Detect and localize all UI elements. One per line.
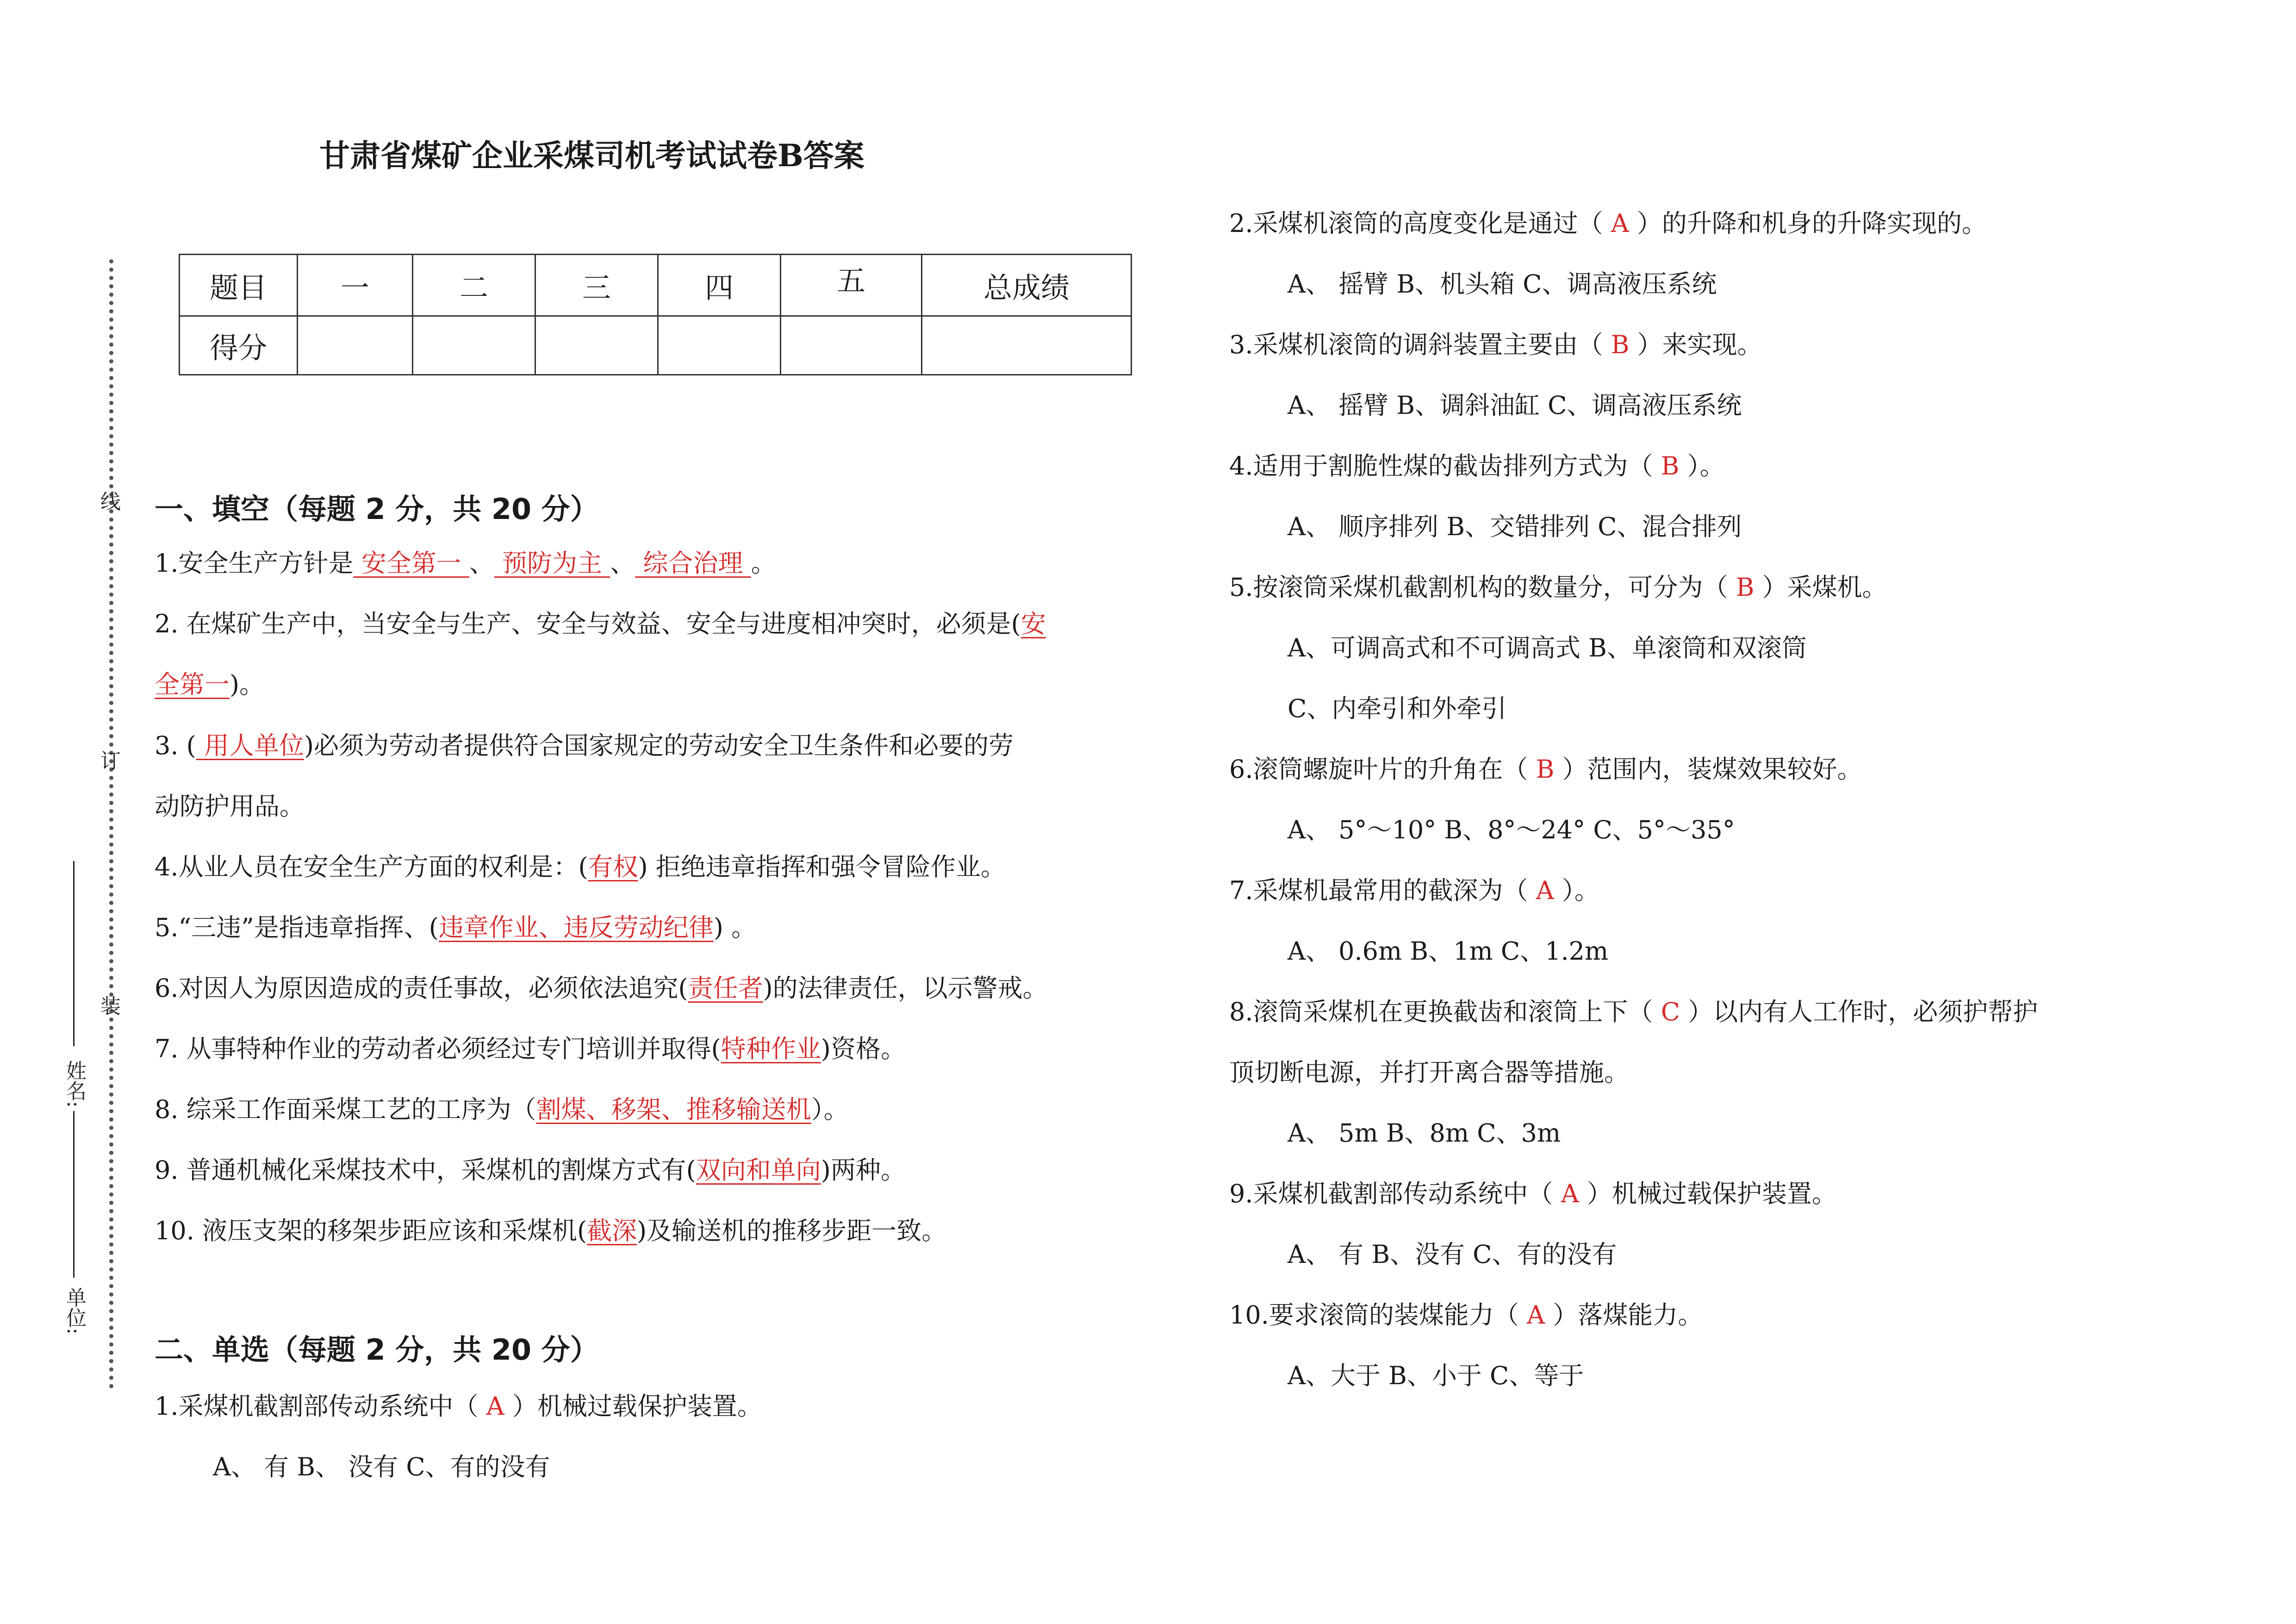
fill-question-3-cont: 动防护用品。: [155, 792, 305, 821]
question-text: )及输送机的推移步距一致。: [637, 1216, 947, 1245]
choice-options: A、可调高式和不可调高式 B、单滚筒和双滚筒: [1288, 633, 1807, 662]
score-header-cell: 总成绩: [922, 255, 1132, 316]
question-text: 、: [610, 549, 635, 578]
question-text: ）。: [1554, 876, 1599, 905]
choice-options: A、 有 B、 没有 C、有的没有: [213, 1452, 550, 1481]
question-text: )资格。: [821, 1034, 906, 1063]
answer-blank: 预防为主: [494, 549, 610, 578]
name-line: [73, 861, 75, 1046]
question-text: ）落煤能力。: [1545, 1300, 1703, 1330]
question-text: 。: [751, 549, 776, 578]
question-text: 9.采煤机截割部传动系统中（: [1229, 1179, 1561, 1208]
choice-options: A、 5m B、8m C、3m: [1288, 1118, 1561, 1148]
answer-letter: B: [1661, 451, 1680, 481]
question-text: 10. 液压支架的移架步距应该和采煤机(: [155, 1216, 587, 1245]
fill-question-2-cont: [155, 668, 264, 701]
question-text: 8. 综采工作面采煤工艺的工序为（: [155, 1095, 536, 1124]
fill-question-2: [155, 608, 1046, 640]
choice-question-3: [1229, 329, 1762, 361]
answer-blank: 违章作业、违反劳动纪律: [438, 913, 714, 942]
question-text: ）机械过载保护装置。: [504, 1392, 762, 1421]
question-text: 3. (: [155, 731, 196, 760]
fill-question-1: [155, 547, 776, 580]
question-text: 4.从业人员在安全生产方面的权利是：(: [155, 852, 588, 881]
question-text: ）来实现。: [1629, 330, 1762, 359]
page-title: 甘肃省煤矿企业采煤司机考试试卷B答案: [319, 137, 865, 174]
question-text: 7.采煤机最常用的截深为（: [1229, 876, 1536, 905]
question-text: 9. 普通机械化采煤技术中，采煤机的割煤方式有(: [155, 1156, 696, 1185]
choice-options: A、大于 B、小于 C、等于: [1288, 1361, 1584, 1390]
margin-label-zhuang: 装: [97, 995, 120, 1016]
question-text: 6.对因人为原因造成的责任事故，必须依法追究(: [155, 974, 688, 1003]
answer-blank: 安全第一: [353, 549, 469, 578]
choice-question-8: [1229, 996, 2038, 1028]
choice-options: C、内牵引和外牵引: [1288, 694, 1507, 723]
fill-question-6: [155, 972, 1048, 1005]
choice-options: A、 5°～10° B、8°～24° C、5°～35°: [1288, 815, 1735, 844]
unit-line: [73, 1111, 75, 1278]
answer-blank: 全第一: [155, 670, 230, 699]
binding-dotted-line: [109, 259, 113, 1389]
score-header-cell: 二: [413, 255, 535, 316]
margin-label-ding: 订: [97, 750, 120, 770]
question-text: )两种。: [821, 1156, 906, 1185]
fill-question-4: [155, 851, 1006, 883]
question-text: ) 。: [713, 913, 757, 942]
question-text: 5.“三违”是指违章指挥、(: [155, 913, 439, 942]
question-text: 3.采煤机滚筒的调斜装置主要由（: [1229, 330, 1611, 359]
score-header-cell: 一: [298, 255, 413, 316]
score-table: [179, 254, 1132, 375]
question-text: 10.要求滚筒的装煤能力（: [1229, 1300, 1527, 1330]
question-text: 2. 在煤矿生产中，当安全与生产、安全与效益、安全与进度相冲突时，必须是(: [155, 609, 1021, 638]
answer-blank: 有权: [588, 852, 638, 881]
fill-question-9: [155, 1154, 906, 1187]
choice-options: A、 摇臂 B、机头箱 C、调高液压系统: [1288, 269, 1717, 299]
score-table-header-row: [180, 255, 1132, 316]
question-text: ）采煤机。: [1754, 573, 1887, 602]
section-fill-heading: 一、填空（每题 2 分，共 20 分）: [155, 492, 599, 526]
answer-blank: 特种作业: [721, 1034, 821, 1063]
question-text: ）。: [811, 1095, 849, 1124]
question-text: ）范围内，装煤效果较好。: [1554, 755, 1862, 784]
score-header-cell: 四: [658, 255, 781, 316]
score-table-row: [180, 316, 1132, 375]
score-cell[interactable]: [781, 316, 922, 375]
answer-blank: 截深: [587, 1216, 637, 1245]
answer-letter: B: [1736, 573, 1755, 602]
answer-letter: B: [1611, 330, 1630, 359]
answer-letter: A: [1611, 209, 1629, 238]
answer-blank: 责任者: [688, 974, 763, 1003]
margin-label-xian: 线: [97, 491, 120, 511]
question-text: ）。: [1679, 451, 1725, 481]
question-text: ）机械过载保护装置。: [1579, 1179, 1837, 1208]
choice-question-2: [1229, 207, 1987, 240]
choice-options: A、 摇臂 B、调斜油缸 C、调高液压系统: [1288, 391, 1742, 420]
score-cell[interactable]: [298, 316, 413, 375]
choice-question-8-cont: 顶切断电源，并打开离合器等措施。: [1229, 1058, 1629, 1087]
choice-question-1: [155, 1390, 762, 1423]
choice-question-6: [1229, 753, 1862, 786]
score-row-label: 得分: [180, 316, 298, 375]
question-text: 1.安全生产方针是: [155, 549, 354, 578]
question-text: 4.适用于割脆性煤的截齿排列方式为（: [1229, 451, 1661, 481]
question-text: 、: [469, 549, 494, 578]
score-header-cell: 三: [535, 255, 658, 316]
choice-question-10: [1229, 1299, 1703, 1331]
answer-letter: C: [1661, 997, 1680, 1026]
question-text: 5.按滚筒采煤机截割机构的数量分，可分为（: [1229, 573, 1736, 602]
choice-options: A、 有 B、没有 C、有的没有: [1288, 1240, 1617, 1269]
answer-letter: A: [486, 1392, 504, 1421]
answer-blank: 综合治理: [635, 549, 751, 578]
answer-blank: 用人单位: [196, 731, 304, 760]
question-text: ）以内有人工作时，必须护帮护: [1680, 997, 2038, 1026]
question-text: 8.滚筒采煤机在更换截齿和滚筒上下（: [1229, 997, 1661, 1026]
score-cell[interactable]: [535, 316, 658, 375]
question-text: 6.滚筒螺旋叶片的升角在（: [1229, 755, 1536, 784]
question-text: ）的升降和机身的升降实现的。: [1629, 209, 1987, 238]
unit-label: 单位:: [62, 1287, 86, 1335]
score-cell[interactable]: [413, 316, 535, 375]
question-text: )。: [230, 670, 265, 699]
answer-blank: 割煤、移架、推移输送机: [536, 1095, 811, 1124]
question-text: 7. 从事特种作业的劳动者必须经过专门培训并取得(: [155, 1034, 721, 1063]
question-text: ) 拒绝违章指挥和强令冒险作业。: [638, 852, 1006, 881]
question-text: )的法律责任，以示警戒。: [763, 974, 1048, 1003]
choice-options: A、 顺序排列 B、交错排列 C、混合排列: [1288, 512, 1742, 541]
answer-blank: 双向和单向: [696, 1156, 821, 1185]
section-choice-heading: 二、单选（每题 2 分，共 20 分）: [155, 1333, 599, 1367]
score-cell[interactable]: [658, 316, 781, 375]
fill-question-10: [155, 1215, 946, 1247]
question-text: )必须为劳动者提供符合国家规定的劳动安全卫生条件和必要的劳: [304, 731, 1014, 760]
choice-options: A、 0.6m B、1m C、1.2m: [1288, 937, 1609, 966]
choice-question-4: [1229, 450, 1725, 482]
choice-question-5: [1229, 571, 1887, 604]
answer-letter: B: [1536, 755, 1555, 784]
score-header-cell: 题目: [180, 255, 298, 316]
choice-question-7: [1229, 874, 1599, 907]
fill-question-8: [155, 1093, 849, 1126]
choice-question-9: [1229, 1178, 1837, 1210]
answer-letter: A: [1527, 1300, 1545, 1330]
answer-letter: A: [1561, 1179, 1579, 1208]
answer-letter: A: [1536, 876, 1554, 905]
score-header-cell: 五: [781, 255, 922, 316]
score-cell[interactable]: [922, 316, 1132, 375]
fill-question-3: [155, 730, 1014, 762]
fill-question-5: [155, 912, 756, 944]
answer-blank: 安: [1020, 609, 1046, 638]
question-text: 1.采煤机截割部传动系统中（: [155, 1392, 486, 1421]
name-label: 姓名:: [62, 1060, 86, 1108]
question-text: 2.采煤机滚筒的高度变化是通过（: [1229, 209, 1611, 238]
fill-question-7: [155, 1033, 906, 1065]
